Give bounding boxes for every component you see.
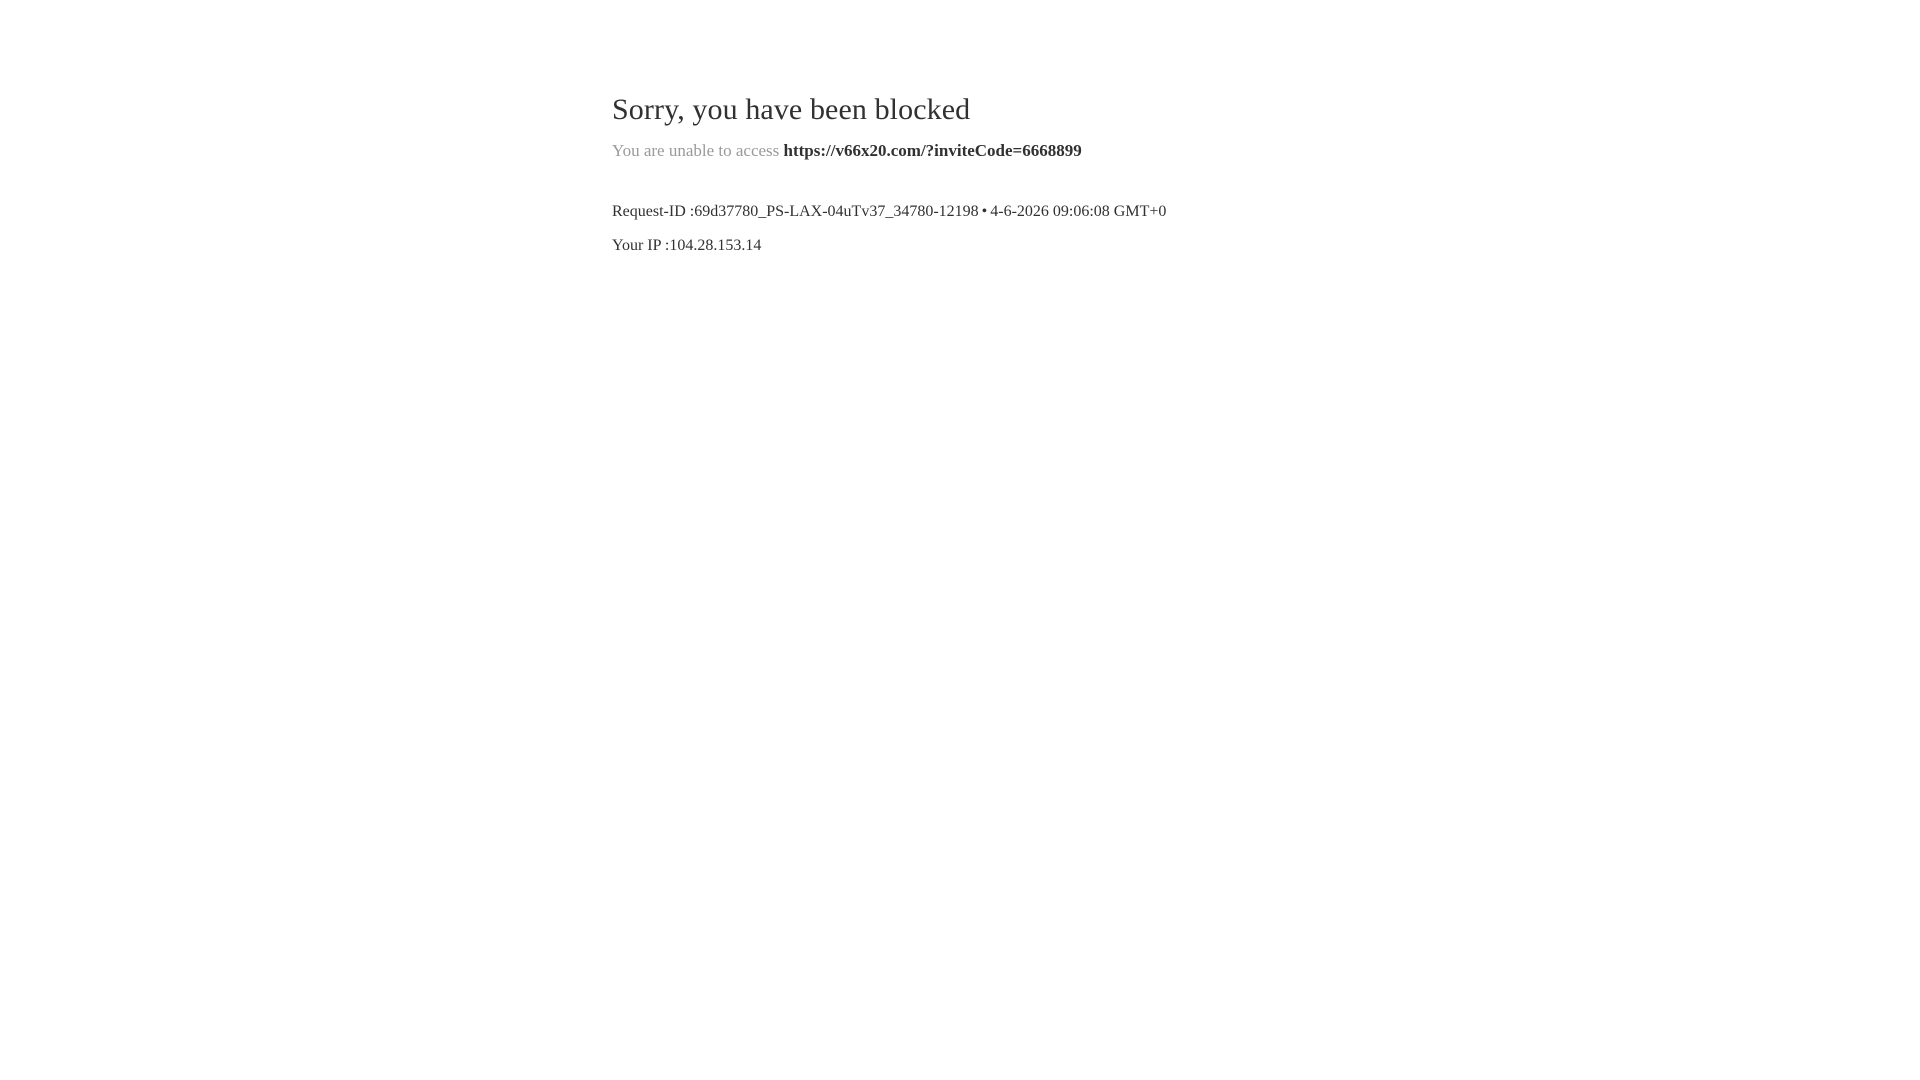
request-id-line <box>612 200 1512 223</box>
separator-dot: • <box>981 203 988 221</box>
blocked-url: https://v66x20.com/?inviteCode=6668899 <box>783 141 1082 160</box>
access-denied-prefix: You are unable to access <box>612 141 780 160</box>
blocked-message-block <box>612 92 1512 257</box>
request-id-label: Request-ID : <box>612 203 695 221</box>
timestamp-value: 4-6-2026 09:06:08 GMT+0 <box>990 203 1167 221</box>
request-id-value: 69d37780_PS-LAX-04uTv37_34780-12198 <box>694 203 979 221</box>
page-title: Sorry, you have been blocked <box>612 93 971 126</box>
diagnostics <box>612 200 1512 257</box>
client-ip-line <box>612 234 1512 257</box>
access-denied-subtitle <box>612 140 1512 162</box>
client-ip-value: 104.28.153.14 <box>669 237 762 255</box>
client-ip-label: Your IP : <box>612 237 670 255</box>
